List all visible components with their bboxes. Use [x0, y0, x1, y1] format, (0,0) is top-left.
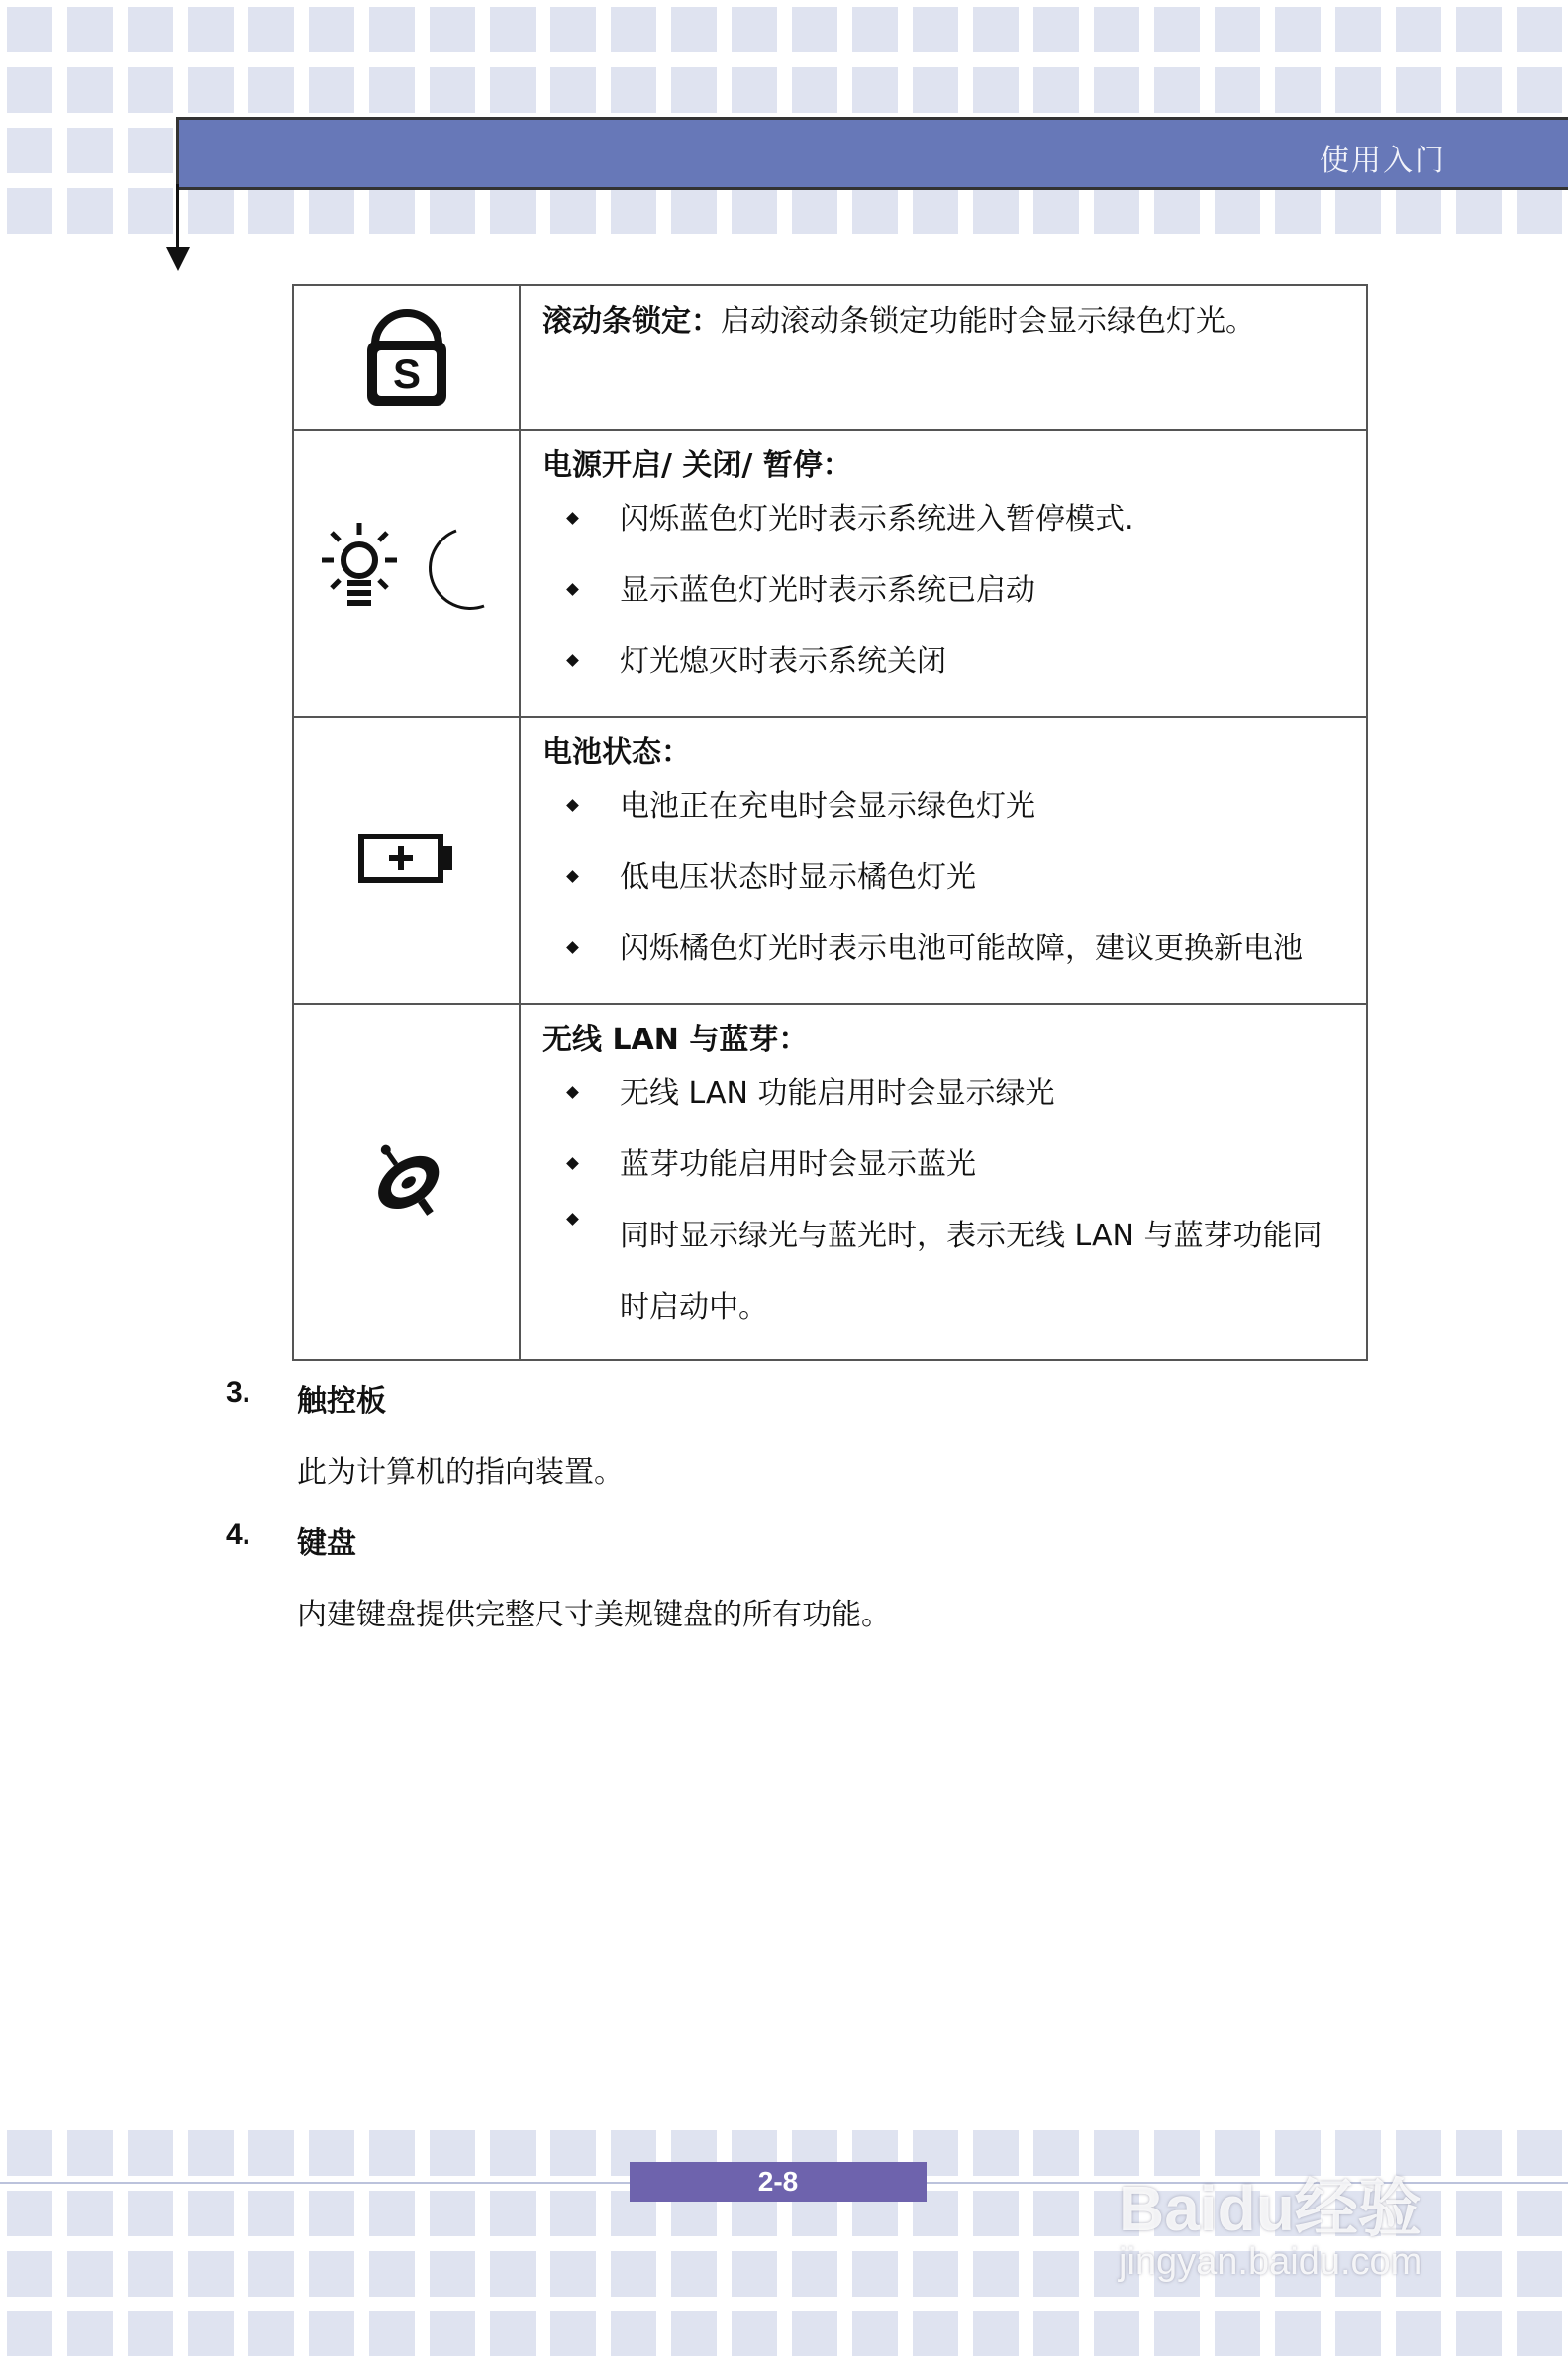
decoration-tile	[490, 2251, 536, 2297]
decoration-tile	[1033, 2191, 1079, 2236]
decoration-tile	[852, 67, 898, 113]
decoration-tile	[1033, 2311, 1079, 2356]
watermark	[1109, 2118, 1485, 2297]
decoration-tile	[1033, 2251, 1079, 2297]
decoration-tile	[1033, 7, 1079, 52]
decoration-tile	[1094, 188, 1139, 234]
decoration-tile	[852, 2311, 898, 2356]
decoration-tile	[1275, 2311, 1321, 2356]
page-number: 2-8	[630, 2162, 927, 2202]
list-item: 蓝芽功能启用时会显示蓝光	[542, 1145, 1346, 1185]
decoration-tile	[67, 2191, 113, 2236]
decoration-tile	[1154, 7, 1200, 52]
svg-text:S: S	[392, 350, 421, 397]
section-body: 内建键盘提供完整尺寸美规键盘的所有功能。	[297, 1598, 891, 1632]
decoration-tile	[490, 67, 536, 113]
decoration-tile	[188, 7, 234, 52]
decoration-tile	[128, 2251, 173, 2297]
decoration-tile	[1094, 2311, 1139, 2356]
decoration-tile	[1215, 7, 1260, 52]
decoration-tile	[1517, 2191, 1562, 2236]
page-header-title: 使用入门	[1320, 144, 1446, 178]
decoration-tile	[792, 2311, 837, 2356]
decoration-tile	[188, 67, 234, 113]
text-cell	[520, 1004, 1367, 1360]
decoration-tile	[1517, 67, 1562, 113]
decoration-tile	[1275, 67, 1321, 113]
table-row	[293, 1004, 1367, 1360]
decoration-tile	[490, 2311, 536, 2356]
scroll-lock-icon	[357, 301, 456, 410]
decoration-tile	[188, 2311, 234, 2356]
decoration-tile	[973, 67, 1019, 113]
decoration-tile	[1517, 2311, 1562, 2356]
decoration-tile	[1154, 2311, 1200, 2356]
decoration-tile	[611, 2251, 656, 2297]
decoration-tile	[732, 2311, 777, 2356]
decoration-tile	[611, 188, 656, 234]
decoration-tile	[671, 67, 717, 113]
decoration-tile	[128, 7, 173, 52]
decoration-tile	[248, 2130, 294, 2176]
decoration-tile	[1517, 2130, 1562, 2176]
decoration-tile	[369, 2311, 415, 2356]
decoration-tile	[1215, 67, 1260, 113]
decoration-tile	[490, 188, 536, 234]
row-title: 滚动条锁定：	[542, 304, 721, 339]
decoration-tile	[852, 7, 898, 52]
decoration-tile	[1094, 7, 1139, 52]
list-item: 低电压状态时显示橘色灯光	[542, 858, 1346, 898]
decoration-tile	[1456, 7, 1502, 52]
decoration-tile	[188, 2191, 234, 2236]
decoration-tile	[128, 2311, 173, 2356]
decoration-tile	[550, 2311, 596, 2356]
decoration-tile	[188, 2251, 234, 2297]
decoration-tile	[611, 2311, 656, 2356]
decoration-tile	[309, 2311, 354, 2356]
decoration-tile	[430, 2130, 475, 2176]
list-item: 显示蓝色灯光时表示系统已启动	[542, 571, 1346, 611]
decoration-tile	[611, 67, 656, 113]
decoration-tile	[732, 7, 777, 52]
decoration-tile	[7, 2191, 52, 2236]
decoration-tile	[1215, 188, 1260, 234]
decoration-tile	[611, 7, 656, 52]
decoration-tile	[1335, 7, 1381, 52]
decoration-tile	[67, 2311, 113, 2356]
decoration-tile	[973, 2191, 1019, 2236]
decoration-tile	[309, 2130, 354, 2176]
decoration-tile	[671, 7, 717, 52]
section-title: 键盘	[297, 1526, 356, 1561]
text-cell	[520, 430, 1367, 717]
decoration-tile	[1456, 188, 1502, 234]
decoration-tile	[490, 7, 536, 52]
power-suspend-icon	[318, 517, 496, 626]
decoration-tile	[128, 2130, 173, 2176]
decoration-tile	[67, 7, 113, 52]
section-number: 4.	[226, 1519, 251, 1551]
led-indicator-table	[292, 284, 1368, 1361]
decoration-tile	[1094, 67, 1139, 113]
decoration-tile	[248, 2251, 294, 2297]
icon-cell	[293, 1004, 520, 1360]
decoration-tile	[792, 67, 837, 113]
decoration-tile	[7, 7, 52, 52]
decoration-tile	[1396, 2311, 1441, 2356]
decoration-tile	[913, 7, 958, 52]
decoration-tile	[248, 188, 294, 234]
decoration-tile	[430, 188, 475, 234]
icon-cell	[293, 430, 520, 717]
wireless-icon	[362, 1135, 451, 1225]
decoration-tile	[490, 2130, 536, 2176]
decoration-tile	[430, 2251, 475, 2297]
decoration-tile	[67, 67, 113, 113]
decoration-tile	[369, 7, 415, 52]
row-title: 无线 LAN 与蓝芽：	[542, 1023, 809, 1057]
section-body: 此为计算机的指向装置。	[297, 1455, 624, 1490]
decoration-tile	[973, 2251, 1019, 2297]
decoration-tile	[1154, 188, 1200, 234]
decoration-tile	[732, 2251, 777, 2297]
decoration-tile	[852, 2251, 898, 2297]
decoration-tile	[67, 2251, 113, 2297]
decoration-tile	[248, 2311, 294, 2356]
decoration-tile	[1456, 67, 1502, 113]
row-title: 电源开启/ 关闭/ 暂停：	[542, 448, 852, 483]
decoration-tile	[973, 188, 1019, 234]
decoration-tile	[309, 188, 354, 234]
icon-cell	[293, 285, 520, 430]
decoration-tile	[1396, 7, 1441, 52]
decoration-tile	[732, 67, 777, 113]
decoration-tile	[1215, 2311, 1260, 2356]
down-arrow-icon	[166, 247, 190, 271]
decoration-tile	[1033, 2130, 1079, 2176]
decoration-tile	[852, 188, 898, 234]
decoration-tile	[490, 2191, 536, 2236]
decoration-tile	[1517, 2251, 1562, 2297]
decoration-tile	[67, 128, 113, 173]
decoration-tile	[550, 7, 596, 52]
decoration-tile	[1154, 67, 1200, 113]
decoration-tile	[913, 67, 958, 113]
row-title: 电池状态：	[542, 736, 691, 770]
decoration-tile	[1335, 67, 1381, 113]
decoration-tile	[369, 2191, 415, 2236]
decoration-tile	[792, 188, 837, 234]
decoration-tile	[671, 2251, 717, 2297]
icon-cell	[293, 717, 520, 1004]
decoration-tile	[7, 2311, 52, 2356]
decoration-tile	[369, 67, 415, 113]
list-item: 无线 LAN 功能启用时会显示绿光	[542, 1074, 1346, 1114]
decoration-tile	[1517, 7, 1562, 52]
decoration-tile	[7, 67, 52, 113]
list-item: 闪烁橘色灯光时表示电池可能故障，建议更换新电池	[542, 930, 1346, 969]
decoration-tile	[973, 7, 1019, 52]
text-cell	[520, 285, 1367, 430]
decoration-tile	[309, 2191, 354, 2236]
bullet-list	[542, 787, 1346, 969]
decoration-tile	[1456, 2311, 1502, 2356]
decoration-tile	[1396, 188, 1441, 234]
decoration-tile	[369, 188, 415, 234]
bullet-list	[542, 1074, 1346, 1343]
section-title: 触控板	[297, 1384, 386, 1419]
decoration-tile	[188, 188, 234, 234]
decoration-tile	[248, 2191, 294, 2236]
decoration-tile	[309, 67, 354, 113]
decoration-tile	[550, 67, 596, 113]
decoration-tile	[792, 2251, 837, 2297]
decoration-tile	[913, 2311, 958, 2356]
decoration-tile	[973, 2130, 1019, 2176]
decoration-tile	[1275, 7, 1321, 52]
decoration-tile	[128, 2191, 173, 2236]
decoration-tile	[1335, 188, 1381, 234]
watermark-logo: Baidu经验	[1119, 2173, 1421, 2244]
header-bar	[176, 117, 1568, 190]
decoration-tile	[248, 67, 294, 113]
decoration-tile	[550, 2191, 596, 2236]
decoration-tile	[67, 188, 113, 234]
decoration-tile	[1033, 188, 1079, 234]
decoration-tile	[913, 188, 958, 234]
decoration-tile	[550, 2130, 596, 2176]
section-number: 3.	[226, 1376, 251, 1409]
battery-icon	[357, 831, 456, 886]
list-item: 闪烁蓝色灯光时表示系统进入暂停模式.	[542, 500, 1346, 540]
list-item: 同时显示绿光与蓝光时，表示无线 LAN 与蓝芽功能同时启动中。	[542, 1201, 1346, 1343]
text-cell	[520, 717, 1367, 1004]
decoration-tile	[792, 7, 837, 52]
decoration-tile	[1033, 67, 1079, 113]
decoration-tile	[369, 2251, 415, 2297]
decoration-tile	[550, 2251, 596, 2297]
decoration-tile	[248, 7, 294, 52]
decoration-tile	[430, 67, 475, 113]
decoration-tile	[1335, 2311, 1381, 2356]
decoration-tile	[671, 188, 717, 234]
table-row	[293, 285, 1367, 430]
decoration-tile	[913, 2251, 958, 2297]
decoration-tile	[550, 188, 596, 234]
decoration-tile	[67, 2130, 113, 2176]
row-description: 启动滚动条锁定功能时会显示绿色灯光。	[721, 304, 1255, 339]
decoration-tile	[7, 2130, 52, 2176]
decoration-tile	[128, 188, 173, 234]
header-stem-line	[176, 184, 179, 249]
decoration-tile	[1396, 67, 1441, 113]
table-row	[293, 717, 1367, 1004]
table-row	[293, 430, 1367, 717]
decoration-tile	[973, 2311, 1019, 2356]
decoration-tile	[7, 128, 52, 173]
list-item: 电池正在充电时会显示绿色灯光	[542, 787, 1346, 827]
decoration-tile	[732, 188, 777, 234]
list-item: 灯光熄灭时表示系统关闭	[542, 642, 1346, 682]
decoration-tile	[309, 2251, 354, 2297]
decoration-tile	[1517, 188, 1562, 234]
decoration-tile	[430, 2311, 475, 2356]
decoration-tile	[188, 2130, 234, 2176]
decoration-tile	[7, 188, 52, 234]
decoration-tile	[309, 7, 354, 52]
decoration-tile	[7, 2251, 52, 2297]
watermark-url: jingyan.baidu.com	[1119, 2241, 1422, 2283]
bullet-list	[542, 500, 1346, 682]
decoration-tile	[128, 67, 173, 113]
decoration-tile	[430, 2191, 475, 2236]
decoration-tile	[369, 2130, 415, 2176]
decoration-tile	[430, 7, 475, 52]
decoration-tile	[1275, 188, 1321, 234]
decoration-tile	[671, 2311, 717, 2356]
decoration-tile	[128, 128, 173, 173]
